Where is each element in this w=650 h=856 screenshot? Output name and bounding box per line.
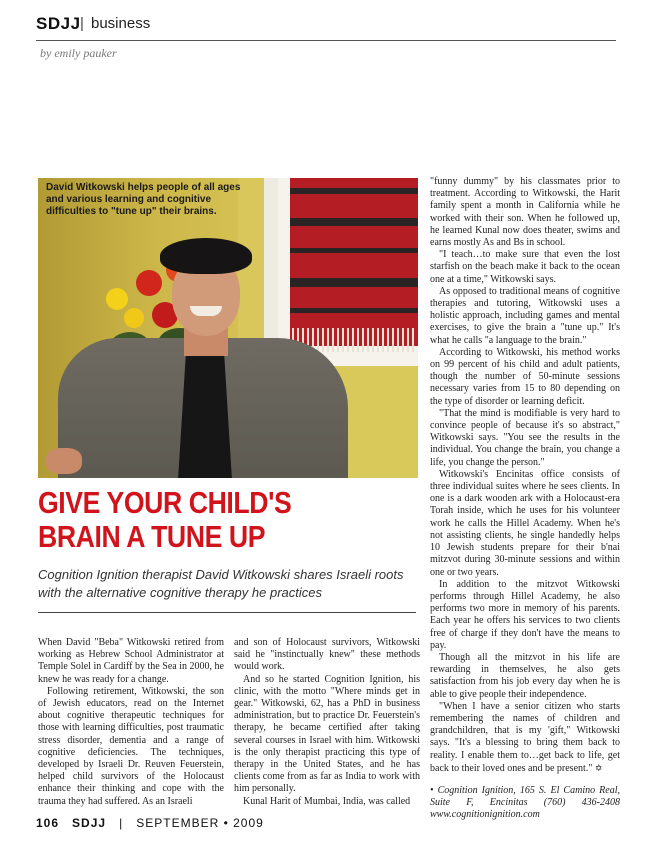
footer-issue: SEPTEMBER • 2009 [136, 816, 264, 830]
paragraph-last [430, 701, 620, 775]
page-footer [36, 816, 264, 830]
deck-rule [38, 612, 416, 613]
page-header [36, 14, 616, 40]
byline: by emily pauker [40, 46, 117, 60]
paragraph: Witkowski's Encinitas office consists of three individual suites where he sees clients. In one is a dark wooden ark with a Holocaust-era Torah inside, which he uses for his volunteer work he calls the Hillel Academy. When he's not assisting clients, he single handedly helps 10 Jewish students prepare for their b'nai mitzvot during 30-minute sessions and within one or two years. [430, 468, 620, 578]
article-column-1 [38, 637, 224, 808]
paragraph: "I teach…to make sure that even the lost starfish on the beach make it back to the ocean one at a time," Witkowski says. [430, 249, 620, 285]
header-rule [36, 40, 616, 41]
page-number: 106 [36, 816, 60, 830]
paragraph: In addition to the mitzvot Witkowski performs through Hillel Academy, he also performs two more in memory of his parents. Each year he offers his services to two clients free of charge if they don't have the means to pay. [430, 578, 620, 651]
paragraph: As opposed to traditional means of cognitive therapies and tutoring, Witkowski uses a holistic approach, including games and mental exercises, to give the brain a "tune up." It's what he calls "a language to the brain." [430, 285, 620, 346]
header-separator: | [80, 15, 84, 32]
end-mark-icon: ✡ [594, 762, 603, 773]
section-label: business [91, 15, 151, 32]
paragraph: When David "Beba" Witkowski retired from working as Hebrew School Administrator at Temple Solel in Cardiff by the Sea in 2000, he knew he was ready for a change. [38, 637, 224, 685]
contact-info: • Cognition Ignition, 165 S. El Camino Real, Suite F, Encinitas (760) 436-2408 www.cognitionignition.com [430, 784, 620, 821]
paragraph: and son of Holocaust survivors, Witkowski said he "instinctually knew" these methods would work. [234, 637, 420, 673]
paragraph: "funny dummy" by his classmates prior to treatment. According to Witkowski, the Harit family spent a month in California while he worked with their son. When he followed up, he learned Kunal now does theater, swims and earns mostly As and Bs in school. [430, 176, 620, 249]
article-column-3 [430, 176, 620, 822]
footer-brand: SDJJ [72, 816, 107, 830]
paragraph: Kunal Harit of Mumbai, India, was called [243, 795, 411, 807]
article-deck: Cognition Ignition therapist David Witkowski shares Israeli roots with the alternative cognitive therapy he practices [38, 567, 404, 600]
article-headline: GIVE YOUR CHILD'S BRAIN A TUNE UP [38, 485, 292, 554]
footer-separator: | [119, 816, 124, 830]
paragraph-text: "When I have a senior citizen who starts remembering the names of children and grandchildren, that is my 'gift," Witkowski says. "It's a blessing to bring them back to reality. I enable them to…get back to life, get back to their loved ones and be present." [430, 700, 620, 774]
photo-wall-rug [290, 178, 418, 346]
paragraph: And so he started Cognition Ignition, his clinic, with the motto "Where minds get in gear." Witkowski, 62, has a PhD in business administration, but to practice Dr. Feuerstein's therapy, he became certified after taking several courses in Israel with him. Witkowski is the only therapist practicing this type of therapy in the United States, and he has clients come from as far as India to work with him personally. [234, 673, 420, 795]
magazine-brand: SDJJ [36, 14, 81, 33]
paragraph: According to Witkowski, his method works on 99 percent of his child and adult patients, though the number of 50-minute sessions necessary varies from 15 to 80 depending on the type of disorder or learning deficit. [430, 346, 620, 407]
photo-subject-beret [160, 238, 252, 274]
paragraph: "That the mind is modifiable is very hard to convince people of because it's so abstract," Witkowski says. "You see the results in the individual. You change the brain, you change a life, you change the person." [430, 407, 620, 468]
feature-photo [38, 178, 418, 478]
paragraph: Following retirement, Witkowski, the son of Jewish educators, read on the Internet about cognitive therapeutic techniques for those with learning difficulties, post traumatic stress disorder, dementia and a range of cognitive deficiencies. The techniques, developed by Israeli Dr. Reuven Feuerstein, helped child survivors of the Holocaust enhance their thinking and cope with the trauma they had suffered. As an Israeli [38, 685, 224, 807]
paragraph: Though all the mitzvot in his life are rewarding in themselves, he also gets satisfaction from his job every day when he is able to give people their independence. [430, 651, 620, 700]
photo-caption: David Witkowski helps people of all ages and various learning and cognitive difficulties to "tune up" their brains. [46, 182, 241, 217]
article-column-2 [234, 637, 420, 808]
